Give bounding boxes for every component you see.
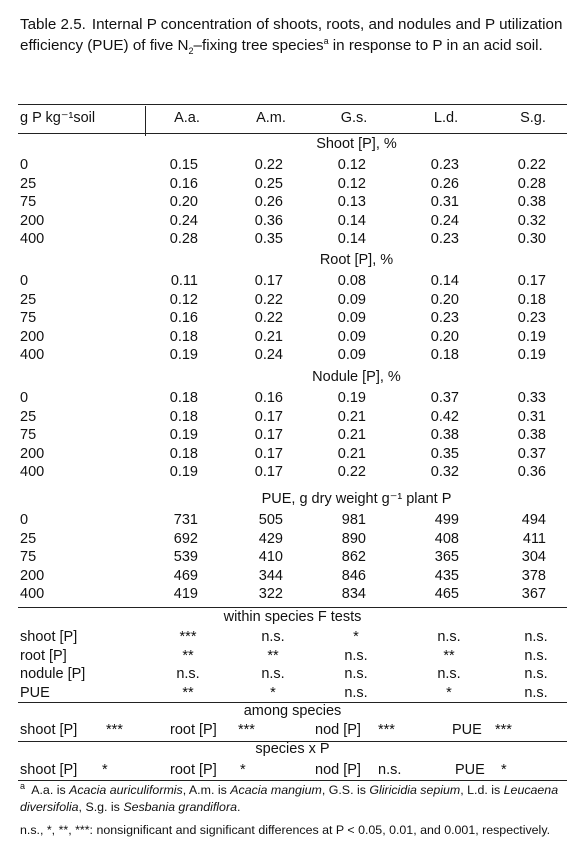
value-cell: 890 (341, 530, 366, 547)
value-cell: 0.37 (517, 445, 546, 462)
bottom-rule (18, 780, 567, 781)
value-cell: 0.17 (517, 273, 546, 289)
f-test-row (0, 665, 585, 684)
value-cell: 322 (258, 586, 283, 602)
table-row (0, 309, 585, 328)
f-test-label: root [P] (20, 647, 67, 664)
value-cell: 0.17 (254, 445, 283, 462)
value-cell: 0.23 (517, 310, 546, 326)
value-cell: 0.16 (254, 390, 283, 406)
f-test-row (0, 647, 585, 666)
value-cell: 0.16 (169, 310, 198, 326)
significance-cell: n.s. (524, 684, 548, 701)
table-row (0, 389, 585, 408)
interaction-label-root: root [P] (170, 762, 217, 778)
value-cell: 0.18 (169, 445, 198, 462)
value-cell: 0.12 (169, 291, 198, 308)
value-cell: 0.21 (337, 427, 366, 443)
significance-cell: n.s. (524, 666, 548, 682)
interaction-label-nod: nod [P] (315, 762, 361, 778)
table-row (0, 511, 585, 530)
value-cell: 0.09 (337, 347, 366, 363)
value-cell: 0.22 (254, 291, 283, 308)
value-cell: 505 (258, 512, 283, 528)
value-cell: 0.24 (430, 212, 459, 229)
value-cell: 0.13 (337, 194, 366, 210)
p-rate-cell: 75 (20, 194, 37, 210)
value-cell: 0.21 (337, 445, 366, 462)
value-cell: 0.32 (517, 212, 546, 229)
value-cell: 539 (173, 549, 198, 565)
value-cell: 0.18 (169, 390, 198, 406)
significance-cell: n.s. (437, 629, 461, 645)
table-row (0, 463, 585, 482)
f-test-row (0, 628, 585, 647)
value-cell: 0.36 (517, 464, 546, 480)
value-cell: 465 (434, 586, 459, 602)
value-cell: 0.24 (254, 347, 283, 363)
f-test-row (0, 684, 585, 703)
value-cell: 0.11 (170, 273, 198, 289)
p-rate-cell: 75 (20, 310, 37, 326)
section-title-shoot: Shoot [P], % (316, 136, 397, 152)
f-test-label: nodule [P] (20, 666, 86, 682)
value-cell: 0.12 (337, 157, 366, 173)
significance-cell: n.s. (261, 629, 285, 645)
significance-cell: * (446, 684, 452, 701)
footnote-name-am: Acacia mangium (230, 783, 322, 797)
value-cell: 304 (521, 549, 546, 565)
p-rate-cell: 200 (20, 328, 45, 345)
p-rate-cell: 0 (20, 273, 29, 289)
value-cell: 378 (521, 567, 546, 584)
value-cell: 0.16 (169, 175, 198, 192)
value-cell: 0.24 (169, 212, 198, 229)
value-cell: 0.31 (517, 408, 546, 425)
value-cell: 0.19 (169, 464, 198, 480)
footnote-sep: , (460, 783, 468, 797)
significance-cell: ** (267, 647, 279, 664)
among-label-pue: PUE (452, 722, 482, 738)
value-cell: 0.35 (430, 445, 459, 462)
table-row (0, 328, 585, 347)
significance-cell: ** (182, 647, 194, 664)
value-cell: 0.23 (430, 231, 459, 247)
value-cell: 469 (173, 567, 198, 584)
value-cell: 0.15 (169, 157, 198, 173)
among-species-title: among species (243, 703, 342, 719)
among-label-nod: nod [P] (315, 722, 361, 738)
table-row (0, 346, 585, 365)
significance-cell: ** (182, 684, 194, 701)
p-rate-cell: 400 (20, 586, 45, 602)
footnote-abbr-gs: G.S. is (328, 783, 370, 797)
footnote-abbr-ld: L.d. is (467, 783, 504, 797)
significance-cell: *** (179, 629, 197, 645)
value-cell: 0.18 (517, 291, 546, 308)
significance-cell: n.s. (344, 666, 368, 682)
value-cell: 0.20 (430, 328, 459, 345)
footnote-sep: , (182, 783, 189, 797)
value-cell: 0.22 (254, 310, 283, 326)
value-cell: 0.17 (254, 464, 283, 480)
value-cell: 367 (521, 586, 546, 602)
value-cell: 0.28 (169, 231, 198, 247)
footnote-abbr-sg: S.g. is (85, 800, 124, 814)
value-cell: 0.09 (337, 291, 366, 308)
among-sig-shoot: *** (106, 722, 123, 738)
footnote-significance: n.s., *, **, ***: nonsignificant and significant differences at P < 0.05, 0.01, and 0.001, respectively. (20, 823, 551, 837)
footnote-sep: , (321, 783, 329, 797)
interaction-sig-pue: * (501, 762, 507, 778)
footnote-name-ld: Leucaena diversifolia (20, 783, 559, 814)
table-row (0, 193, 585, 212)
column-header-sg: S.g. (520, 110, 546, 126)
value-cell: 0.19 (517, 328, 546, 345)
value-cell: 0.23 (430, 157, 459, 173)
value-cell: 0.19 (169, 347, 198, 363)
value-cell: 0.09 (337, 328, 366, 345)
value-cell: 0.26 (430, 175, 459, 192)
value-cell: 0.38 (517, 194, 546, 210)
significance-cell: * (353, 629, 359, 645)
table-row (0, 445, 585, 464)
interaction-sig-root: * (240, 762, 246, 778)
value-cell: 408 (434, 530, 459, 547)
value-cell: 0.35 (254, 231, 283, 247)
value-cell: 0.21 (254, 328, 283, 345)
p-rate-cell: 200 (20, 567, 45, 584)
value-cell: 0.28 (517, 175, 546, 192)
section-title-nodule: Nodule [P], % (312, 369, 401, 385)
among-sig-nod: *** (378, 722, 395, 738)
table-row (0, 156, 585, 175)
p-rate-cell: 25 (20, 408, 37, 425)
p-rate-cell: 75 (20, 549, 37, 565)
value-cell: 0.20 (430, 291, 459, 308)
p-rate-cell: 200 (20, 212, 45, 229)
p-rate-cell: 400 (20, 231, 45, 247)
value-cell: 0.22 (517, 157, 546, 173)
value-cell: 0.14 (337, 212, 366, 229)
value-cell: 0.14 (430, 273, 459, 289)
value-cell: 0.17 (254, 408, 283, 425)
value-cell: 981 (341, 512, 366, 528)
interaction-row (0, 761, 585, 780)
table-row (0, 548, 585, 567)
table-caption (20, 14, 568, 56)
value-cell: 0.25 (254, 175, 283, 192)
significance-cell: n.s. (524, 647, 548, 664)
table-row (0, 212, 585, 231)
footnote-name-aa: Acacia auriculiformis (69, 783, 183, 797)
value-cell: 435 (434, 567, 459, 584)
footnote-species-key (20, 782, 565, 816)
top-rule (18, 104, 567, 105)
table-row (0, 230, 585, 249)
within-species-title: within species F tests (223, 609, 362, 625)
n2-subscript: 2 (188, 46, 194, 57)
value-cell: 0.18 (169, 328, 198, 345)
table-row (0, 272, 585, 291)
interaction-sig-nod: n.s. (378, 762, 402, 778)
value-cell: 0.08 (337, 273, 366, 289)
p-rate-cell: 0 (20, 512, 29, 528)
significance-cell: n.s. (344, 684, 368, 701)
value-cell: 692 (173, 530, 198, 547)
value-cell: 0.38 (517, 427, 546, 443)
f-test-label: shoot [P] (20, 629, 78, 645)
value-cell: 0.14 (337, 231, 366, 247)
header-rule (18, 133, 567, 134)
significance-cell: n.s. (176, 666, 200, 682)
footnote-abbr-aa: A.a. is (31, 783, 70, 797)
column-header-am: A.m. (256, 110, 286, 126)
table-row (0, 291, 585, 310)
p-rate-cell: 0 (20, 390, 29, 406)
value-cell: 0.21 (337, 408, 366, 425)
value-cell: 429 (258, 530, 283, 547)
value-cell: 0.37 (430, 390, 459, 406)
value-cell: 419 (173, 586, 198, 602)
value-cell: 0.36 (254, 212, 283, 229)
value-cell: 0.23 (430, 310, 459, 326)
p-rate-cell: 400 (20, 347, 45, 363)
significance-cell: n.s. (524, 629, 548, 645)
value-cell: 0.20 (169, 194, 198, 210)
value-cell: 0.19 (337, 390, 366, 406)
value-cell: 862 (341, 549, 366, 565)
caption-text-1: Internal P concentration of shoots, roots, and nodules and P utilization efficiency (PUE) of five N (20, 16, 563, 54)
significance-cell: n.s. (344, 647, 368, 664)
interaction-label-shoot: shoot [P] (20, 762, 78, 778)
table-row (0, 585, 585, 604)
value-cell: 846 (341, 567, 366, 584)
section-title-pue: PUE, g dry weight g⁻¹ plant P (261, 491, 452, 507)
footnote-sep: , (78, 800, 86, 814)
interaction-title: species x P (255, 741, 330, 757)
table-row (0, 175, 585, 194)
p-rate-cell: 0 (20, 157, 29, 173)
value-cell: 0.26 (254, 194, 283, 210)
value-cell: 0.18 (430, 347, 459, 363)
column-header-aa: A.a. (174, 110, 200, 126)
value-cell: 344 (258, 567, 283, 584)
value-cell: 499 (434, 512, 459, 528)
among-label-shoot: shoot [P] (20, 722, 78, 738)
value-cell: 0.31 (430, 194, 459, 210)
significance-cell: ** (443, 647, 455, 664)
value-cell: 0.17 (254, 427, 283, 443)
value-cell: 834 (341, 586, 366, 602)
value-cell: 0.19 (169, 427, 198, 443)
table-row (0, 408, 585, 427)
column-header-gs: G.s. (340, 110, 368, 126)
p-rate-cell: 25 (20, 530, 37, 547)
among-sig-root: *** (238, 722, 255, 738)
interaction-label-pue: PUE (455, 762, 485, 778)
caption-text-3: in response to P in an acid soil. (328, 37, 543, 54)
value-cell: 0.32 (430, 464, 459, 480)
table-row (0, 426, 585, 445)
table-number: Table 2.5. (20, 16, 86, 33)
value-cell: 0.33 (517, 390, 546, 406)
interaction-sig-shoot: * (102, 762, 108, 778)
p-rate-cell: 200 (20, 445, 45, 462)
caption-text-2: –fixing tree species (193, 37, 324, 54)
value-cell: 0.18 (169, 408, 198, 425)
footnote-a-marker: a (20, 780, 26, 791)
value-cell: 0.17 (254, 273, 283, 289)
value-cell: 0.22 (254, 157, 283, 173)
significance-cell: n.s. (437, 666, 461, 682)
column-header-ld: L.d. (433, 110, 459, 126)
table-row (0, 567, 585, 586)
footnote-marker-a: a (323, 35, 329, 46)
table-row (0, 530, 585, 549)
footnote-sep: . (236, 800, 241, 814)
footnote-abbr-am: A.m. is (188, 783, 231, 797)
among-sig-pue: *** (495, 722, 512, 738)
value-cell: 411 (522, 530, 546, 547)
value-cell: 0.09 (337, 310, 366, 326)
p-rate-cell: 75 (20, 427, 37, 443)
footnote-name-gs: Gliricidia sepium (369, 783, 461, 797)
p-rate-cell: 25 (20, 175, 37, 192)
p-rate-cell: 25 (20, 291, 37, 308)
among-species-row (0, 721, 585, 740)
value-cell: 0.22 (337, 464, 366, 480)
value-cell: 0.30 (517, 231, 546, 247)
value-cell: 731 (173, 512, 198, 528)
value-cell: 365 (434, 549, 459, 565)
section-title-root: Root [P], % (319, 252, 394, 268)
column-header-row (0, 109, 585, 128)
value-cell: 0.38 (430, 427, 459, 443)
footnote-name-sg: Sesbania grandiflora (123, 800, 237, 814)
value-cell: 410 (258, 549, 283, 565)
value-cell: 0.42 (430, 408, 459, 425)
f-test-label: PUE (20, 684, 50, 701)
p-rate-cell: 400 (20, 464, 45, 480)
value-cell: 494 (521, 512, 546, 528)
among-label-root: root [P] (170, 722, 217, 738)
significance-cell: * (270, 684, 276, 701)
value-cell: 0.19 (517, 347, 546, 363)
significance-cell: n.s. (261, 666, 285, 682)
value-cell: 0.12 (337, 175, 366, 192)
column-header-p-rate: g P kg⁻¹soil (20, 110, 96, 126)
